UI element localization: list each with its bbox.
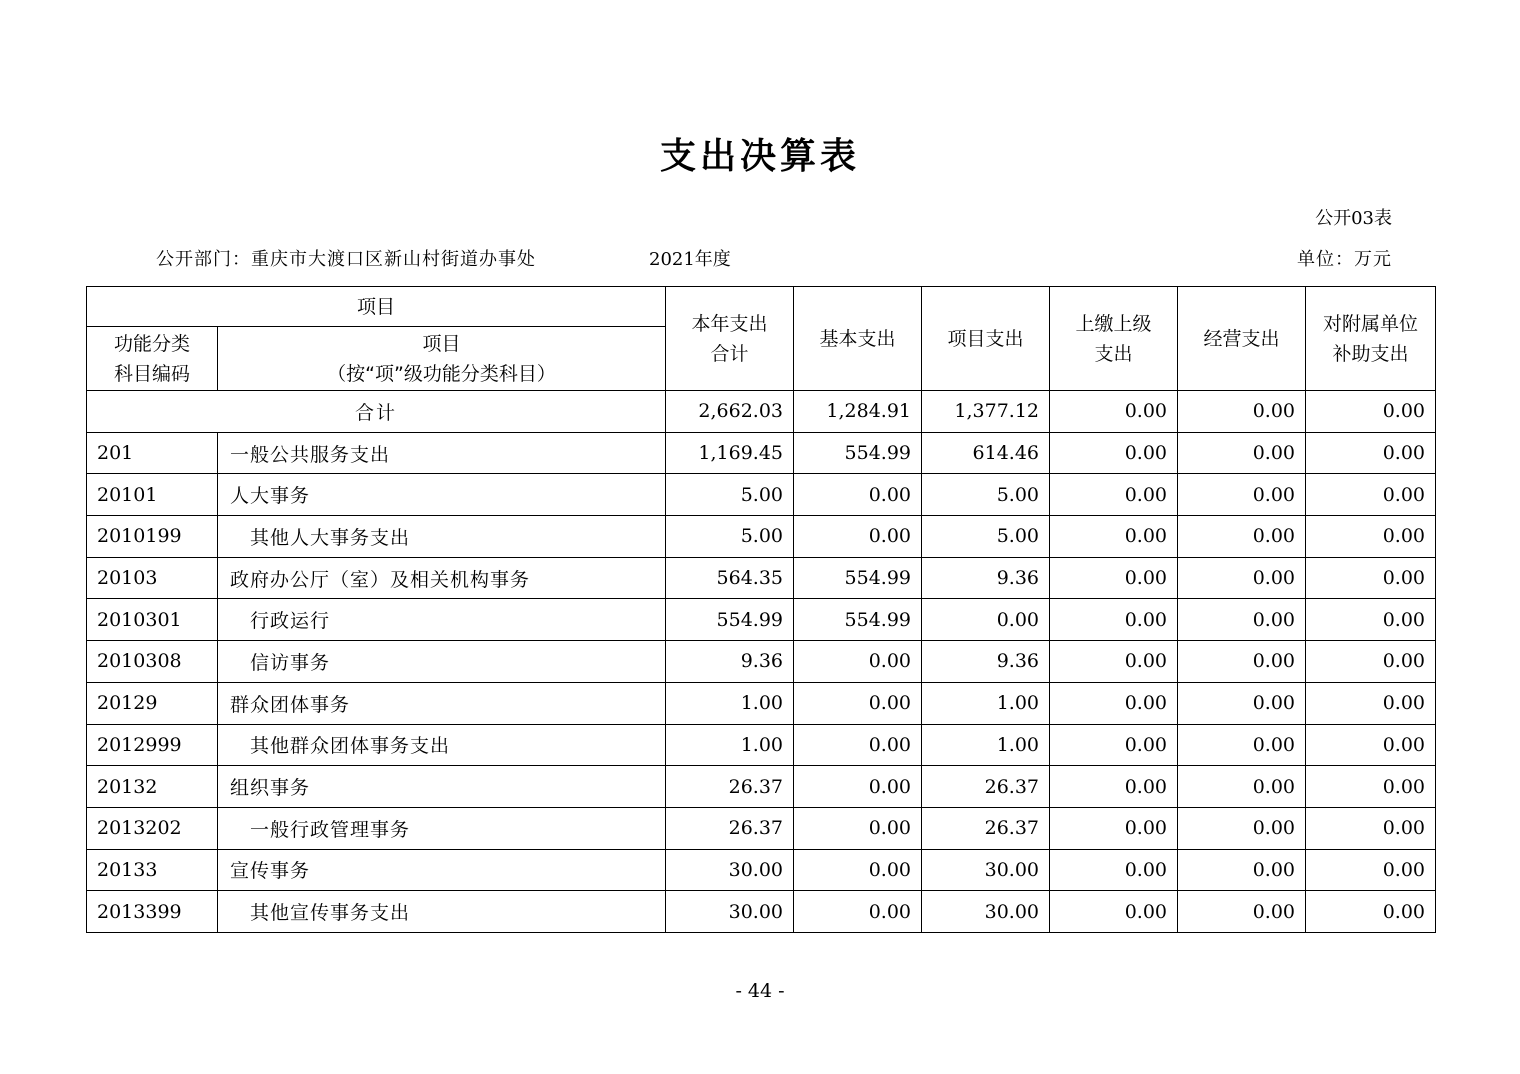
expenditure-table (86, 286, 1436, 933)
cell-name: 其他人大事务支出 (218, 516, 666, 558)
cell-name: 行政运行 (218, 599, 666, 641)
cell-code: 2012999 (87, 724, 218, 766)
header-code-line2: 科目编码 (113, 362, 190, 385)
cell-upper: 0.00 (1050, 516, 1178, 558)
cell-code: 2013399 (87, 891, 218, 933)
header-name (218, 327, 666, 391)
cell-basic: 0.00 (794, 724, 922, 766)
cell-total: 5.00 (666, 474, 794, 516)
total-cell-project: 1,377.12 (922, 391, 1050, 433)
cell-total: 30.00 (666, 891, 794, 933)
cell-subsidy: 0.00 (1306, 641, 1436, 683)
cell-upper: 0.00 (1050, 474, 1178, 516)
cell-total: 5.00 (666, 516, 794, 558)
cell-business: 0.00 (1178, 724, 1306, 766)
cell-upper: 0.00 (1050, 891, 1178, 933)
cell-total: 26.37 (666, 807, 794, 849)
total-cell-total: 2,662.03 (666, 391, 794, 433)
cell-business: 0.00 (1178, 557, 1306, 599)
header-upper (1050, 287, 1178, 391)
header-basic: 基本支出 (794, 287, 922, 391)
cell-upper: 0.00 (1050, 682, 1178, 724)
header-subsidy (1306, 287, 1436, 391)
table-row (87, 432, 1436, 474)
cell-upper: 0.00 (1050, 432, 1178, 474)
cell-upper: 0.00 (1050, 849, 1178, 891)
cell-business: 0.00 (1178, 849, 1306, 891)
header-total-line1: 本年支出 (691, 312, 768, 335)
cell-total: 1.00 (666, 724, 794, 766)
cell-subsidy: 0.00 (1306, 807, 1436, 849)
header-total (666, 287, 794, 391)
cell-subsidy: 0.00 (1306, 724, 1436, 766)
cell-total: 30.00 (666, 849, 794, 891)
cell-upper: 0.00 (1050, 557, 1178, 599)
department-label: 公开部门：重庆市大渡口区新山村街道办事处 (156, 249, 536, 270)
cell-business: 0.00 (1178, 432, 1306, 474)
total-cell-upper: 0.00 (1050, 391, 1178, 433)
cell-code: 2010199 (87, 516, 218, 558)
cell-basic: 0.00 (794, 682, 922, 724)
header-business: 经营支出 (1178, 287, 1306, 391)
cell-name: 信访事务 (218, 641, 666, 683)
table-row (87, 766, 1436, 808)
cell-basic: 0.00 (794, 891, 922, 933)
cell-project: 9.36 (922, 557, 1050, 599)
table-row (87, 807, 1436, 849)
cell-upper: 0.00 (1050, 641, 1178, 683)
table-row (87, 516, 1436, 558)
year-label: 2021年度 (649, 249, 731, 270)
table-row (87, 849, 1436, 891)
cell-project: 26.37 (922, 766, 1050, 808)
cell-code: 2013202 (87, 807, 218, 849)
cell-name: 一般公共服务支出 (218, 432, 666, 474)
cell-business: 0.00 (1178, 516, 1306, 558)
header-subsidy-line1: 对附属单位 (1323, 312, 1419, 335)
cell-name: 组织事务 (218, 766, 666, 808)
cell-upper: 0.00 (1050, 599, 1178, 641)
cell-subsidy: 0.00 (1306, 557, 1436, 599)
table-row (87, 682, 1436, 724)
cell-basic: 0.00 (794, 641, 922, 683)
cell-total: 1.00 (666, 682, 794, 724)
header-name-line1: 项目 (422, 332, 461, 355)
cell-name: 群众团体事务 (218, 682, 666, 724)
cell-project: 5.00 (922, 516, 1050, 558)
cell-project: 5.00 (922, 474, 1050, 516)
cell-subsidy: 0.00 (1306, 474, 1436, 516)
header-project-group: 项目 (87, 287, 666, 327)
header-code-line1: 功能分类 (113, 332, 190, 355)
cell-business: 0.00 (1178, 807, 1306, 849)
header-subsidy-line2: 补助支出 (1332, 342, 1409, 365)
table-row (87, 599, 1436, 641)
cell-subsidy: 0.00 (1306, 599, 1436, 641)
cell-total: 9.36 (666, 641, 794, 683)
cell-basic: 554.99 (794, 557, 922, 599)
unit-label: 单位：万元 (1297, 249, 1392, 270)
cell-name: 宣传事务 (218, 849, 666, 891)
cell-name: 一般行政管理事务 (218, 807, 666, 849)
total-row (87, 391, 1436, 433)
cell-project: 9.36 (922, 641, 1050, 683)
document-meta (156, 245, 1392, 271)
table-row (87, 557, 1436, 599)
cell-subsidy: 0.00 (1306, 849, 1436, 891)
cell-code: 20132 (87, 766, 218, 808)
cell-business: 0.00 (1178, 599, 1306, 641)
table-row (87, 891, 1436, 933)
page-title: 支出决算表 (659, 136, 860, 177)
table-body (87, 391, 1436, 933)
form-number: 公开03表 (1315, 208, 1392, 229)
cell-total: 554.99 (666, 599, 794, 641)
header-upper-line1: 上缴上级 (1075, 312, 1152, 335)
cell-upper: 0.00 (1050, 807, 1178, 849)
cell-business: 0.00 (1178, 641, 1306, 683)
cell-project: 1.00 (922, 724, 1050, 766)
cell-subsidy: 0.00 (1306, 516, 1436, 558)
cell-code: 2010308 (87, 641, 218, 683)
cell-code: 20133 (87, 849, 218, 891)
total-cell-business: 0.00 (1178, 391, 1306, 433)
header-name-line2: （按“项”级功能分类科目） (327, 362, 556, 385)
cell-code: 20101 (87, 474, 218, 516)
cell-subsidy: 0.00 (1306, 891, 1436, 933)
cell-basic: 554.99 (794, 599, 922, 641)
table-header (87, 287, 1436, 391)
cell-project: 30.00 (922, 891, 1050, 933)
page-number: - 44 - (735, 980, 785, 1002)
table-row (87, 724, 1436, 766)
cell-basic: 0.00 (794, 474, 922, 516)
cell-code: 2010301 (87, 599, 218, 641)
cell-basic: 554.99 (794, 432, 922, 474)
cell-business: 0.00 (1178, 891, 1306, 933)
cell-business: 0.00 (1178, 682, 1306, 724)
cell-project: 614.46 (922, 432, 1050, 474)
cell-project: 1.00 (922, 682, 1050, 724)
table-row (87, 641, 1436, 683)
cell-upper: 0.00 (1050, 766, 1178, 808)
cell-name: 其他宣传事务支出 (218, 891, 666, 933)
header-project: 项目支出 (922, 287, 1050, 391)
total-cell-subsidy: 0.00 (1306, 391, 1436, 433)
cell-code: 201 (87, 432, 218, 474)
cell-project: 30.00 (922, 849, 1050, 891)
cell-project: 26.37 (922, 807, 1050, 849)
cell-subsidy: 0.00 (1306, 682, 1436, 724)
cell-subsidy: 0.00 (1306, 432, 1436, 474)
cell-business: 0.00 (1178, 474, 1306, 516)
cell-code: 20129 (87, 682, 218, 724)
cell-basic: 0.00 (794, 766, 922, 808)
total-cell-basic: 1,284.91 (794, 391, 922, 433)
cell-name: 人大事务 (218, 474, 666, 516)
cell-name: 其他群众团体事务支出 (218, 724, 666, 766)
cell-basic: 0.00 (794, 849, 922, 891)
header-code (87, 327, 218, 391)
cell-code: 20103 (87, 557, 218, 599)
cell-project: 0.00 (922, 599, 1050, 641)
header-upper-line2: 支出 (1094, 342, 1133, 365)
cell-subsidy: 0.00 (1306, 766, 1436, 808)
cell-total: 26.37 (666, 766, 794, 808)
total-label: 合计 (87, 391, 666, 433)
cell-total: 1,169.45 (666, 432, 794, 474)
cell-upper: 0.00 (1050, 724, 1178, 766)
cell-basic: 0.00 (794, 807, 922, 849)
header-total-line2: 合计 (710, 342, 749, 365)
cell-total: 564.35 (666, 557, 794, 599)
cell-name: 政府办公厅（室）及相关机构事务 (218, 557, 666, 599)
cell-business: 0.00 (1178, 766, 1306, 808)
cell-basic: 0.00 (794, 516, 922, 558)
table-row (87, 474, 1436, 516)
